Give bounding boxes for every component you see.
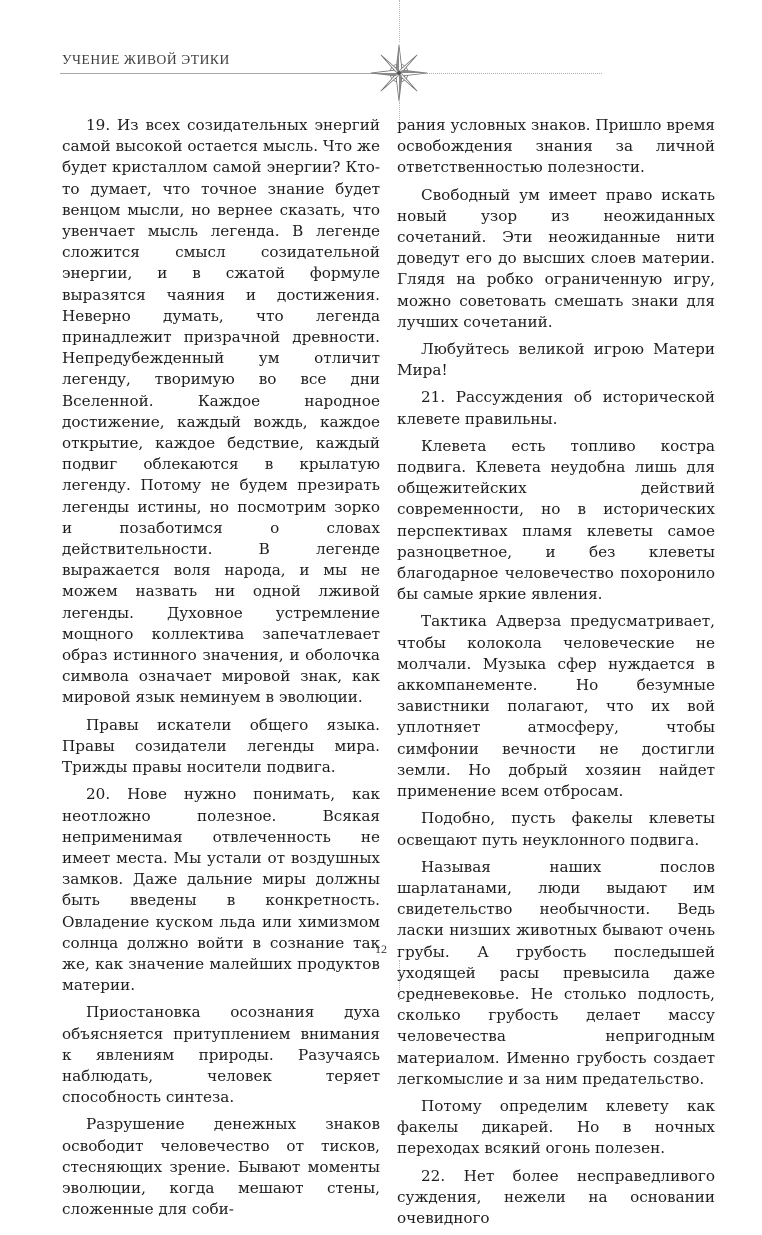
text-column-left: [62, 115, 380, 1226]
paragraph: 22. Нет более несправедливого суждения, нежели на основании очевидного: [397, 1166, 715, 1227]
header-divider-line: [399, 0, 400, 42]
paragraph: Приостановка осознания духа объясняется притуплением внимания к явлениям природы. Разучаясь наблюдать, человек теряет способность синтеза.: [62, 1003, 380, 1107]
text-column-right: [397, 115, 715, 1235]
compass-rose-icon: [369, 43, 429, 103]
paragraph: Потому определим клевету как факелы дикарей. Но в ночных переходах всякий огонь полезен.: [397, 1096, 715, 1158]
paragraph: Называя наших послов шарлатанами, люди выдают им свидетельство необычности. Ведь ласки низших животных бывают очень грубы. А грубость последышей уходящей расы превысила даже средневековье. Не столько подлость, сколько грубость делает массу человечества непригодным материалом. Именно грубость создает легкомыслие и за ним предательство.: [397, 857, 715, 1088]
header-rule-left: [60, 73, 378, 74]
paragraph-continued: рания условных знаков. Пришло время освобождения знания за личной ответственностью полезности.: [397, 116, 715, 177]
paragraph: Любуйтесь великой игрою Матери Мира!: [397, 340, 715, 380]
paragraph: Тактика Адверза предусматривает, чтобы колокола человеческие не молчали. Музыка сфер нуждается в аккомпанементе. Но безумные завистники полагают, что их вой уплотняет атмосферу, чтобы симфонии вечности не достигли земли. Но добрый хозяин найдет применение всем отбросам.: [397, 612, 715, 801]
footer-divider-line: [399, 960, 400, 1000]
paragraph: 21. Рассуждения об исторической клевете правильны.: [397, 388, 715, 428]
paragraph: 20. Нове нужно понимать, как неотложно полезное. Всякая неприменимая отвлеченность не имеет места. Мы устали от воздушных замков. Даже дальние миры должны быть введены в конкретность. Овладение куском льда или химизмом солнца должно войти в сознание так же, как значение малейших продуктов материи.: [62, 785, 380, 995]
running-header-title: УЧЕНИЕ ЖИВОЙ ЭТИКИ: [62, 52, 230, 67]
paragraph: Клевета есть топливо костра подвига. Клевета неудобна лишь для общежитейских действий современности, но в исторических перспективах пламя клеветы самое разноцветное, и без клеветы благодарное человечество похоронило бы самые яркие явления.: [397, 436, 715, 604]
paragraph: Свободный ум имеет право искать новый узор из неожиданных сочетаний. Эти неожиданные нити доведут его до высших слоев материи. Глядя на робко ограниченную игру, можно советовать смешать знаки для лучших сочетаний.: [397, 185, 715, 331]
paragraph: Разрушение денежных знаков освободит человечество от тисков, стесняющих зрение. Бывают моменты эволюции, когда мешают стены, сложенные для соби-: [62, 1115, 380, 1219]
paragraph: 19. Из всех созидательных энергий самой высокой остается мысль. Что же будет кристаллом самой энергии? Кто-то думает, что точное знание будет венцом мысли, но вернее сказать, что увенчает мысль легенда. В легенде сложится смысл созидательной энергии, и в сжатой формуле выразятся чаяния и достижения. Неверно думать, что легенда принадлежит призрачной древности. Непредубежденный ум отличит легенду, творимую во все дни Вселенной. Каждое народное достижение, каждый вождь, каждое открытие, каждое бедствие, каждый подвиг облекаются в крылатую легенду. Потому не будем презирать легенды истины, но посмотрим зорко и позаботимся о словах действительности. В легенде выражается воля народа, и мы не можем назвать ни одной лживой легенды. Духовное устремление мощного коллектива запечатлевает образ истинного значения, и оболочка символа означает мировой знак, как мировой язык неминуем в эволюции.: [62, 116, 380, 707]
paragraph: Правы искатели общего языка. Правы созидатели легенды мира. Трижды правы носители подвига.: [62, 715, 380, 777]
paragraph: Подобно, пусть факелы клеветы освещают путь неуклонного подвига.: [397, 809, 715, 849]
header-rule-right: [422, 73, 602, 74]
page-number: 12: [375, 942, 387, 956]
